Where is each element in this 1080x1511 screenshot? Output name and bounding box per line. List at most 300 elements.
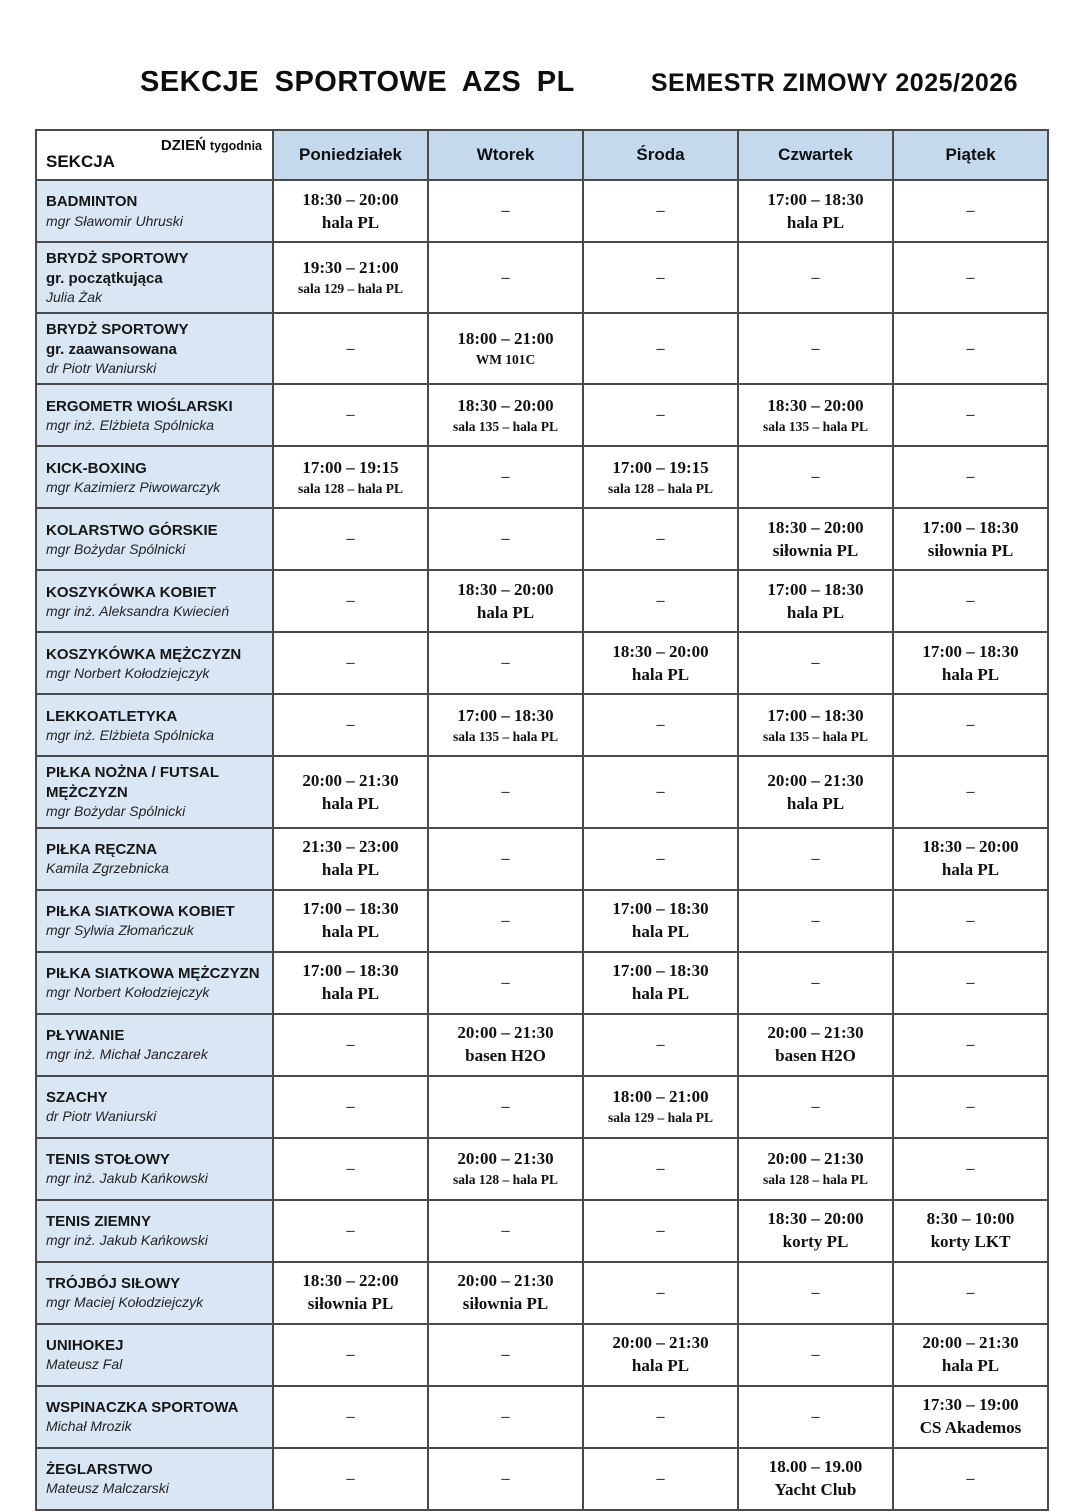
empty-slot-dash: – [501,849,510,867]
section-person: mgr inż. Aleksandra Kwiecień [46,603,230,620]
schedule-slot [428,180,583,242]
empty-slot-dash: – [656,592,665,610]
section-cell [36,1014,273,1076]
empty-slot-dash: – [656,1469,665,1487]
slot-time: 18:30 – 20:00 [302,189,399,209]
empty-slot-dash: – [346,716,355,734]
schedule-slot [893,694,1048,756]
schedule-slot [273,1200,428,1262]
schedule-body [36,180,1048,1510]
section-cell [36,313,273,384]
section-name: BRYDŻ SPORTOWY [46,250,189,267]
slot-time: 18:30 – 20:00 [767,518,864,538]
schedule-slot [583,890,738,952]
section-cell [36,570,273,632]
empty-slot-dash: – [656,1283,665,1301]
schedule-slot [738,313,893,384]
empty-slot-dash: – [501,1221,510,1239]
section-name: PIŁKA SIATKOWA MĘŻCZYZN [46,964,260,982]
empty-slot-dash: – [346,1097,355,1115]
table-row [36,1138,1048,1200]
schedule-slot [893,508,1048,570]
section-name: ERGOMETR WIOŚLARSKI [46,397,233,415]
empty-slot-dash: – [501,1097,510,1115]
schedule-slot [428,1200,583,1262]
empty-slot-dash: – [501,973,510,991]
slot-place: korty PL [782,1232,849,1252]
slot-place: korty LKT [930,1232,1011,1252]
slot-time: 17:00 – 19:15 [302,457,399,477]
section-name: LEKKOATLETYKA [46,707,178,725]
section-person: mgr inż. Jakub Kańkowski [46,1170,208,1187]
table-row [36,1200,1048,1262]
section-person: Julia Żak [46,289,103,305]
slot-time: 20:00 – 21:30 [767,1023,864,1043]
empty-slot-dash: – [966,406,975,424]
slot-time: 18:30 – 22:00 [302,1271,399,1291]
empty-slot-dash: – [656,268,665,286]
schedule-slot [738,1076,893,1138]
schedule-slot [738,890,893,952]
empty-slot-dash: – [501,1469,510,1487]
schedule-slot [583,1200,738,1262]
schedule-slot [428,1262,583,1324]
empty-slot-dash: – [966,592,975,610]
empty-slot-dash: – [346,1469,355,1487]
slot-time: 20:00 – 21:30 [457,1271,554,1291]
slot-place: sala 135 – hala PL [452,418,558,434]
slot-time: 20:00 – 21:30 [612,1333,709,1353]
slot-place: siłownia PL [772,541,859,561]
schedule-slot [273,890,428,952]
table-row [36,694,1048,756]
schedule-slot [738,446,893,508]
section-person: mgr inż. Michał Janczarek [46,1046,208,1063]
section-cell [36,828,273,890]
schedule-slot [893,756,1048,827]
schedule-slot [428,952,583,1014]
section-person: Kamila Zgrzebnicka [46,860,169,877]
schedule-slot [273,570,428,632]
schedule-slot [428,570,583,632]
slot-time: 20:00 – 21:30 [457,1023,554,1043]
section-name: KOLARSTWO GÓRSKIE [46,521,218,539]
schedule-slot [583,1138,738,1200]
empty-slot-dash: – [501,1407,510,1425]
section-cell [36,1324,273,1386]
slot-time: 17:00 – 18:30 [767,580,864,600]
schedule-slot [583,756,738,827]
section-name: gr. zaawansowana [46,340,177,358]
section-name: TENIS STOŁOWY [46,1150,170,1168]
table-row [36,828,1048,890]
empty-slot-dash: – [966,973,975,991]
section-cell [36,242,273,313]
schedule-slot [738,1448,893,1510]
slot-place: hala PL [631,665,690,685]
section-cell [36,180,273,242]
section-cell [36,446,273,508]
empty-slot-dash: – [966,911,975,929]
slot-place: hala PL [786,793,845,813]
empty-slot-dash: – [811,339,820,357]
schedule-slot [738,242,893,313]
section-name: TRÓJBÓJ SIŁOWY [46,1274,181,1292]
empty-slot-dash: – [501,1345,510,1363]
schedule-slot [583,384,738,446]
schedule-slot [893,1324,1048,1386]
slot-place: hala PL [941,1356,1000,1376]
day-header-monday: Poniedziałek [273,130,428,180]
schedule-slot [428,508,583,570]
title-semester: SEMESTR ZIMOWY 2025/2026 [650,69,1019,97]
section-name: BRYDŻ SPORTOWY [46,321,189,339]
slot-time: 20:00 – 21:30 [767,1148,864,1168]
schedule-slot [273,384,428,446]
section-name: PŁYWANIE [46,1026,125,1044]
table-row [36,313,1048,384]
section-name: PIŁKA SIATKOWA KOBIET [46,902,235,920]
section-person: Mateusz Malczarski [46,1480,169,1497]
schedule-slot [583,1324,738,1386]
schedule-slot [428,1386,583,1448]
schedule-slot [583,570,738,632]
section-name: ŻEGLARSTWO [46,1460,153,1478]
slot-place: sala 129 – hala PL [297,280,403,296]
empty-slot-dash: – [811,468,820,486]
schedule-slot [273,1324,428,1386]
table-row [36,180,1048,242]
slot-time: 17:00 – 18:30 [922,642,1019,662]
schedule-slot [738,1200,893,1262]
slot-place: sala 128 – hala PL [297,480,403,496]
section-person: mgr Sławomir Uhruski [46,212,183,229]
slot-place: hala PL [786,603,845,623]
schedule-slot [273,694,428,756]
section-person: dr Piotr Waniurski [46,1108,157,1125]
slot-time: 20:00 – 21:30 [302,770,399,790]
schedule-slot [273,632,428,694]
schedule-slot [738,384,893,446]
schedule-slot [273,1138,428,1200]
empty-slot-dash: – [966,202,975,219]
empty-slot-dash: – [346,339,355,357]
section-cell [36,1448,273,1510]
section-cell [36,1200,273,1262]
schedule-slot [738,632,893,694]
table-row [36,508,1048,570]
corner-section-label: SEKCJA [46,152,115,171]
schedule-slot [273,180,428,242]
slot-place: WM 101C [475,352,536,368]
empty-slot-dash: – [966,782,975,800]
slot-place: hala PL [321,984,380,1004]
empty-slot-dash: – [501,782,510,800]
schedule-slot [583,952,738,1014]
slot-time: 17:30 – 19:00 [922,1395,1019,1415]
table-row [36,1386,1048,1448]
empty-slot-dash: – [966,268,975,286]
schedule-slot [583,1262,738,1324]
table-row [36,1014,1048,1076]
empty-slot-dash: – [656,782,665,800]
schedule-slot [428,1324,583,1386]
schedule-slot [893,1076,1048,1138]
empty-slot-dash: – [811,973,820,991]
empty-slot-dash: – [656,406,665,424]
schedule-slot [738,1262,893,1324]
section-person: mgr Sylwia Złomańczuk [46,922,194,939]
schedule-slot [428,242,583,313]
schedule-slot [273,508,428,570]
empty-slot-dash: – [811,1407,820,1425]
section-name: gr. początkująca [46,269,163,287]
schedule-slot [273,952,428,1014]
schedule-slot [583,180,738,242]
schedule-slot [738,508,893,570]
table-row [36,952,1048,1014]
schedule-slot [273,242,428,313]
slot-time: 17:00 – 18:30 [612,961,709,981]
empty-slot-dash: – [811,911,820,929]
slot-time: 8:30 – 10:00 [926,1209,1015,1229]
corner-cell [36,130,273,180]
table-row [36,632,1048,694]
schedule-slot [738,180,893,242]
slot-place: hala PL [476,603,535,623]
slot-time: 19:30 – 21:00 [302,258,399,278]
slot-place: sala 128 – hala PL [607,480,713,496]
section-cell [36,952,273,1014]
slot-time: 17:00 – 19:15 [612,457,709,477]
empty-slot-dash: – [346,1159,355,1177]
schedule-slot [893,1386,1048,1448]
schedule-slot [893,828,1048,890]
section-person: dr Piotr Waniurski [46,360,157,377]
slot-time: 20:00 – 21:30 [767,770,864,790]
empty-slot-dash: – [966,339,975,357]
schedule-slot [893,180,1048,242]
empty-slot-dash: – [346,654,355,672]
schedule-slot [738,1386,893,1448]
day-header-tuesday: Wtorek [428,130,583,180]
schedule-slot [273,1262,428,1324]
slot-time: 18.00 – 19.00 [768,1457,863,1477]
empty-slot-dash: – [501,268,510,286]
empty-slot-dash: – [501,530,510,548]
schedule-slot [273,313,428,384]
empty-slot-dash: – [501,911,510,929]
empty-slot-dash: – [811,268,820,286]
schedule-slot [583,1448,738,1510]
empty-slot-dash: – [811,1283,820,1301]
empty-slot-dash: – [656,716,665,734]
schedule-slot [893,570,1048,632]
schedule-slot [583,1014,738,1076]
table-row [36,570,1048,632]
empty-slot-dash: – [811,849,820,867]
slot-place: sala 128 – hala PL [452,1171,558,1187]
section-name: PIŁKA RĘCZNA [46,840,158,858]
day-header-thursday: Czwartek [738,130,893,180]
section-name: SZACHY [46,1088,108,1106]
schedule-slot [738,756,893,827]
schedule-slot [428,1138,583,1200]
section-cell [36,756,273,827]
schedule-slot [428,1076,583,1138]
slot-time: 17:00 – 18:30 [767,189,864,209]
schedule-slot [428,1448,583,1510]
section-name: UNIHOKEJ [46,1336,124,1354]
schedule-slot [428,890,583,952]
schedule-slot [893,1262,1048,1324]
section-cell [36,1076,273,1138]
slot-time: 17:00 – 18:30 [922,518,1019,538]
slot-place: hala PL [631,984,690,1004]
section-name: BADMINTON [46,193,138,211]
slot-place: hala PL [631,922,690,942]
slot-place: basen H2O [465,1046,546,1066]
schedule-slot [893,446,1048,508]
empty-slot-dash: – [501,654,510,672]
slot-time: 20:00 – 21:30 [922,1333,1019,1353]
table-row [36,242,1048,313]
empty-slot-dash: – [966,716,975,734]
schedule-slot [583,313,738,384]
section-cell [36,1262,273,1324]
schedule-slot [428,828,583,890]
day-header-friday: Piątek [893,130,1048,180]
table-row [36,1262,1048,1324]
slot-time: 18:30 – 20:00 [612,642,709,662]
corner-day-sublabel: tygodnia [209,139,262,153]
empty-slot-dash: – [811,1097,820,1115]
section-person: mgr Kazimierz Piwowarczyk [46,479,221,496]
schedule-slot [893,384,1048,446]
schedule-slot [428,446,583,508]
schedule-slot [893,632,1048,694]
slot-time: 17:00 – 18:30 [457,705,554,725]
slot-place: hala PL [321,793,380,813]
schedule-slot [583,1386,738,1448]
schedule-slot [273,1386,428,1448]
schedule-slot [738,1324,893,1386]
corner-day-labels [161,136,262,153]
section-person: mgr inż. Elżbieta Spólnicka [46,417,215,434]
section-person: mgr Bożydar Spólnicki [46,803,186,820]
header-row [36,130,1048,180]
schedule-slot [583,828,738,890]
table-row [36,1448,1048,1510]
slot-place: basen H2O [775,1046,856,1066]
section-person: Michał Mrozik [46,1418,132,1435]
schedule-slot [428,384,583,446]
section-person: mgr Norbert Kołodziejczyk [46,984,210,1001]
empty-slot-dash: – [346,406,355,424]
schedule-slot [583,242,738,313]
empty-slot-dash: – [656,202,665,219]
empty-slot-dash: – [346,1221,355,1239]
empty-slot-dash: – [966,1159,975,1177]
slot-place: siłownia PL [307,1294,394,1314]
section-person: mgr Maciej Kołodziejczyk [46,1294,204,1311]
slot-place: hala PL [321,860,380,880]
slot-place: hala PL [321,212,380,232]
section-name: KOSZYKÓWKA KOBIET [46,583,217,601]
empty-slot-dash: – [346,1345,355,1363]
slot-time: 18:30 – 20:00 [922,837,1019,857]
schedule-slot [583,1076,738,1138]
table-row [36,1324,1048,1386]
schedule-slot [583,694,738,756]
section-cell [36,1386,273,1448]
section-cell [36,1138,273,1200]
section-person: Mateusz Fal [46,1356,123,1373]
table-row [36,1076,1048,1138]
slot-place: CS Akademos [919,1418,1022,1438]
table-row [36,890,1048,952]
slot-time: 18:00 – 21:00 [612,1086,709,1106]
title-sections: SEKCJE SPORTOWE AZS PL [140,66,575,98]
schedule-slot [273,756,428,827]
slot-time: 17:00 – 18:30 [612,899,709,919]
schedule-slot [738,570,893,632]
section-name: WSPINACZKA SPORTOWA [46,1398,239,1416]
slot-time: 18:00 – 21:00 [457,329,554,349]
slot-place: hala PL [631,1356,690,1376]
slot-place: hala PL [941,665,1000,685]
schedule-slot [893,1200,1048,1262]
empty-slot-dash: – [346,1407,355,1425]
section-person: mgr Norbert Kołodziejczyk [46,665,210,682]
empty-slot-dash: – [966,1469,975,1487]
slot-time: 18:30 – 20:00 [767,395,864,415]
schedule-slot [738,694,893,756]
empty-slot-dash: – [656,1407,665,1425]
section-cell [36,632,273,694]
schedule-slot [893,890,1048,952]
schedule-table [35,129,1049,1511]
schedule-slot [273,1076,428,1138]
empty-slot-dash: – [656,1035,665,1053]
empty-slot-dash: – [346,1035,355,1053]
slot-time: 18:30 – 20:00 [767,1209,864,1229]
section-cell [36,508,273,570]
section-person: mgr Bożydar Spólnicki [46,541,186,558]
schedule-slot [428,632,583,694]
slot-time: 17:00 – 18:30 [767,705,864,725]
day-header-wednesday: Środa [583,130,738,180]
schedule-slot [273,1448,428,1510]
slot-time: 17:00 – 18:30 [302,899,399,919]
slot-place: siłownia PL [462,1294,549,1314]
schedule-slot [428,756,583,827]
empty-slot-dash: – [501,468,510,486]
slot-place: hala PL [786,212,845,232]
empty-slot-dash: – [656,1221,665,1239]
schedule-slot [738,828,893,890]
schedule-slot [428,694,583,756]
schedule-slot [738,952,893,1014]
slot-place: hala PL [321,922,380,942]
slot-time: 18:30 – 20:00 [457,395,554,415]
schedule-slot [583,446,738,508]
section-name: TENIS ZIEMNY [46,1212,152,1230]
slot-place: siłownia PL [927,541,1014,561]
section-name: KOSZYKÓWKA MĘŻCZYZN [46,645,242,663]
schedule-slot [893,313,1048,384]
section-cell [36,890,273,952]
